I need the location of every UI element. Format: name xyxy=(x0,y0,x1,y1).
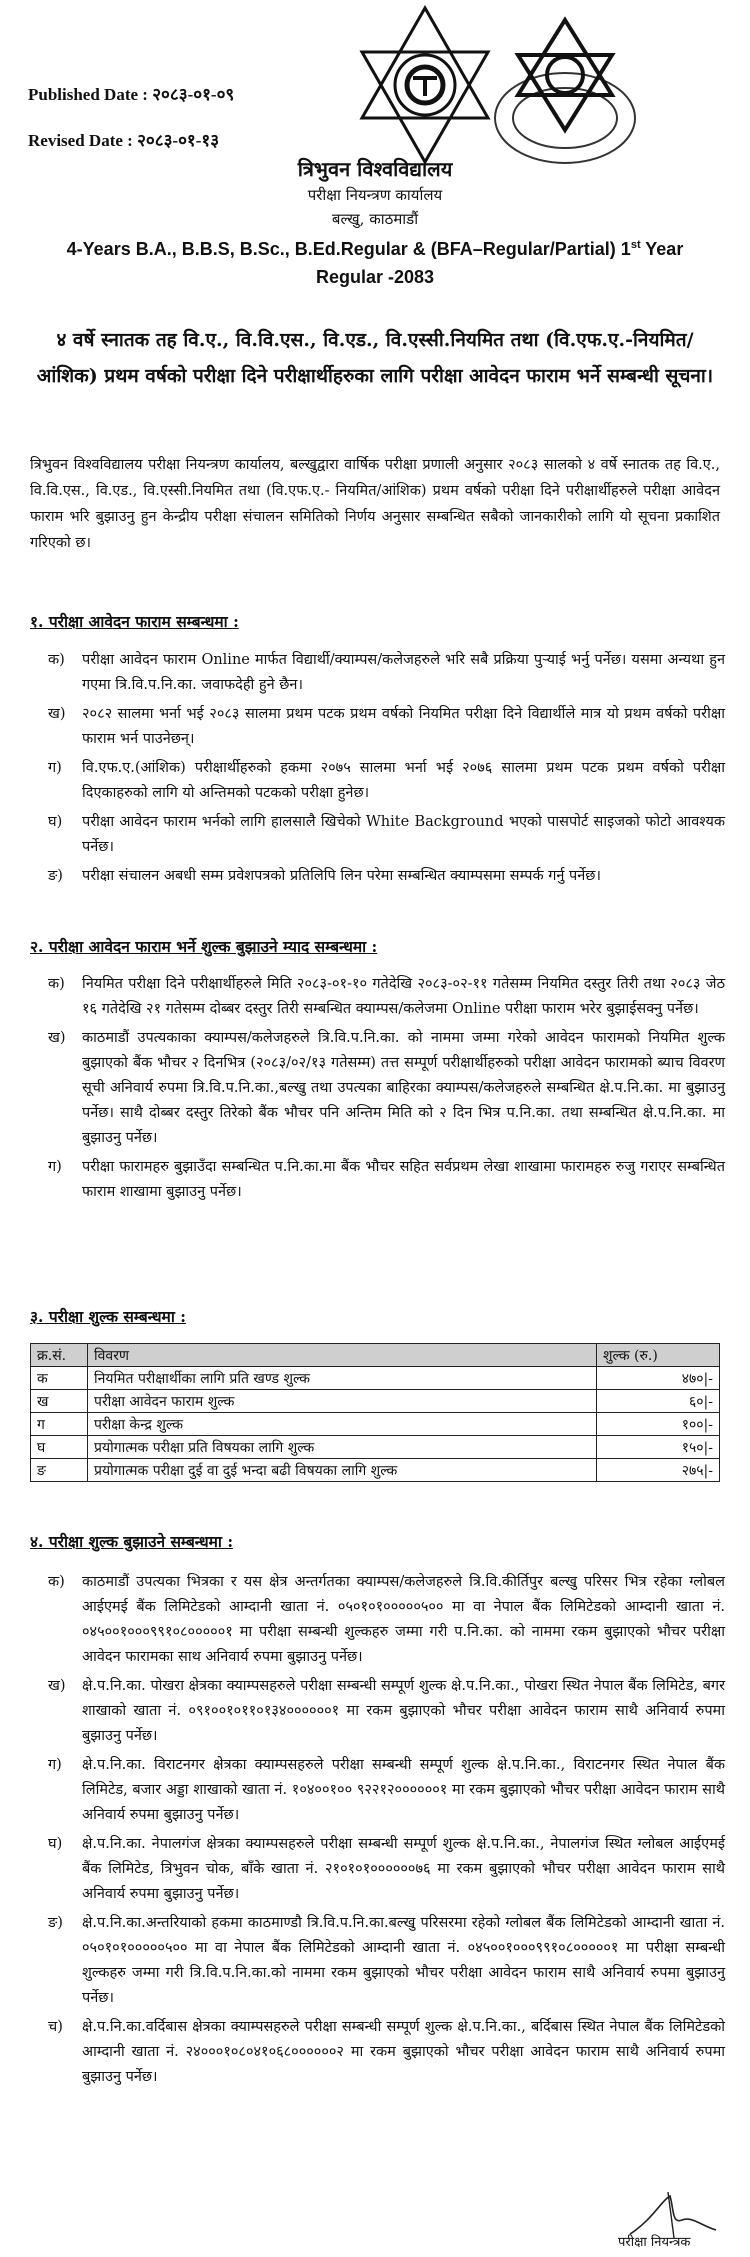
table-row: घ प्रयोगात्मक परीक्षा प्रति विषयका लागि शुल्क १५०|- xyxy=(31,1436,720,1459)
section-1-title: १. परीक्षा आवेदन फाराम सम्बन्धमा : xyxy=(30,612,239,631)
section-2-list xyxy=(30,972,725,1209)
section-3-title: ३. परीक्षा शुल्क सम्बन्धमा : xyxy=(30,1307,186,1326)
col-description: विवरण xyxy=(88,1344,597,1367)
col-serial: क्र.सं. xyxy=(31,1344,88,1367)
exam-year: Regular -2083 xyxy=(315,267,435,287)
list-item: क) नियमित परीक्षा दिने परीक्षार्थीहरुले मिति २०८३-०१-१० गतेदेखि २०८३-०२-११ गतेसम्म नियमित दस्तुर तिरी तथा २०८३ जेठ १६ गतेदेखि २१ गतेसम्म दोब्बर दस्तुर तिरी सम्बन्धित क्याम्पस/कलेजमा Online परीक्षा फाराम भरेर बुझाईसक्नु पर्नेछ। xyxy=(48,976,725,1017)
university-name: त्रिभुवन विश्वविद्यालय xyxy=(297,157,453,181)
list-item: ङ) क्षे.प.नि.का.अन्तरियाको हकमा काठमाण्डौ त्रि.वि.प.नि.का.बल्खु परिसरमा रहेको ग्लोबल बैंक लिमिटेडको आम्दानी खाता नं. ०५०१०१०००००५०० मा वा नेपाल बैंक लिमिटेडको आम्दानी खाता नं. ०४५००१०००९९१०८०००००१ मा परीक्षा सम्बन्धी शुल्कहरु जम्मा गरी त्रि.वि.प.नि.का.को नाममा रकम बुझाएको भौचर परीक्षा आवेदन फाराम साथै अनिवार्य रुपमा बुझाउनु पर्नेछ। xyxy=(48,1915,725,2006)
office-location: बल्खु, काठमाडौं xyxy=(331,210,419,228)
section-4-list xyxy=(30,1570,725,2094)
list-item: ख) क्षे.प.नि.का. पोखरा क्षेत्रका क्याम्पसहरुले परीक्षा सम्बन्धी सम्पूर्ण शुल्क क्षे.प.नि.का., पोखरा स्थित नेपाल बैंक लिमिटेड, बगर शाखाको खाता नं. ०९१००१०११०१३४००००००१ मा रकम बुझाएको भौचर परीक्षा आवेदन फाराम साथै अनिवार्य रुपमा बुझाउनु पर्नेछ। xyxy=(48,1678,725,1744)
section-1-list xyxy=(30,648,725,893)
notice-heading: ४ वर्षे स्नातक तह वि.ए., वि.वि.एस., वि.एड., वि.एस्सी.नियमित तथा (वि.एफ.ए.-नियमित/आंशिक) प्रथम वर्षको परीक्षा दिने परीक्षार्थीहरुका लागि परीक्षा आवेदन फाराम भर्ने सम्बन्धी सूचना। xyxy=(36,329,714,387)
published-date-value: २०८३-०१-०९ xyxy=(152,85,235,104)
list-item: घ) परीक्षा आवेदन फाराम भर्नको लागि हालसालै खिचेको White Background भएको पासपोर्ट साइजको फोटो आवश्यक पर्नेछ। xyxy=(48,814,725,855)
list-item: ग) परीक्षा फारामहरु बुझाउँदा सम्बन्धित प.नि.का.मा बैंक भौचर सहित सर्वप्रथम लेखा शाखामा फारामहरु रुजु गराएर सम्बन्धित फाराम शाखामा बुझाउनु पर्नेछ। xyxy=(48,1159,725,1200)
list-item: घ) क्षे.प.नि.का. नेपालगंज क्षेत्रका क्याम्पसहरुले परीक्षा सम्बन्धी सम्पूर्ण शुल्क क्षे.प.नि.का., नेपालगंज स्थित ग्लोबल आईएमई बैंक लिमिटेड, त्रिभुवन चोक, बाँके खाता नं. २१०१०१००००००७६ मा रकम बुझाएको भौचर परीक्षा आवेदन फाराम साथै अनिवार्य रुपमा बुझाउनु पर्नेछ। xyxy=(48,1836,725,1902)
office-name: परीक्षा नियन्त्रण कार्यालय xyxy=(307,186,443,204)
notice-header xyxy=(0,155,750,291)
date-block xyxy=(28,72,234,164)
col-fee: शुल्क (रु.) xyxy=(597,1344,720,1367)
program-line: 4-Years B.A., B.B.S, B.Sc., B.Ed.Regular & (BFA–Regular/Partial) 1st Year xyxy=(66,239,684,259)
list-item: ग) क्षे.प.नि.का. विराटनगर क्षेत्रका क्याम्पसहरुले परीक्षा सम्बन्धी सम्पूर्ण शुल्क क्षे.प.नि.का., विराटनगर स्थित नेपाल बैंक लिमिटेड, बजार अड्डा शाखाको खाता नं. १०४००१०० ९२२१२००००००१ मा रकम बुझाएको भौचर परीक्षा आवेदन फाराम साथै अनिवार्य रुपमा बुझाउनु पर्नेछ। xyxy=(48,1757,725,1823)
published-date xyxy=(28,72,234,118)
revised-date-label: Revised Date : xyxy=(28,131,133,150)
published-date-label: Published Date : xyxy=(28,85,148,104)
list-item: च) क्षे.प.नि.का.वर्दिबास क्षेत्रका क्याम्पसहरुले परीक्षा सम्बन्धी सम्पूर्ण शुल्क क्षे.प.नि.का., बर्दिबास स्थित नेपाल बैंक लिमिटेडको आम्दानी खाता नं. २४०००१०८०४१०६८००००००२ मा रकम बुझाएको भौचर परीक्षा आवेदन फाराम साथै अनिवार्य रुपमा बुझाउनु पर्नेछ। xyxy=(48,2019,725,2085)
table-header-row xyxy=(31,1344,720,1367)
list-item: ख) २०८२ सालमा भर्ना भई २०८३ सालमा प्रथम पटक प्रथम वर्षको नियमित परीक्षा दिने विद्यार्थीले मात्र यो प्रथम वर्षको परीक्षा फाराम भर्न पाउनेछन्। xyxy=(48,706,725,747)
office-stamp-icon xyxy=(495,20,635,163)
table-row: ख परीक्षा आवेदन फाराम शुल्क ६०|- xyxy=(31,1390,720,1413)
list-item: क) काठमाडौं उपत्यका भित्रका र यस क्षेत्र अन्तर्गतका क्याम्पस/कलेजहरुले त्रि.वि.कीर्तिपुर बल्खु परिसर भित्र रहेका ग्लोबल आईएमई बैंक लिमिटेडको आम्दानी खाता नं. ०५०१०१०००००५०० मा वा नेपाल बैंक लिमिटेडको आम्दानी खाता नं. ०४५००१०००९९१०८०००००१ मा परीक्षा सम्बन्धी शुल्कहरु जम्मा गरी प.नि.का. को नाममा रकम बुझाएको भौचर परीक्षा आवेदन फारामका साथ अनिवार्य रुपमा बुझाउनु पर्नेछ। xyxy=(48,1574,725,1665)
list-item: ग) वि.एफ.ए.(आंशिक) परीक्षार्थीहरुको हकमा २०७५ सालमा भर्ना भई २०७६ सालमा प्रथम पटक प्रथम वर्षको परीक्षा दिएकाहरुको लागि यो अन्तिमको पटकको परीक्षा हुनेछ। xyxy=(48,760,725,801)
tu-seal-icon xyxy=(362,8,488,162)
list-item: ङ) परीक्षा संचालन अबधी सम्म प्रवेशपत्रको प्रतिलिपि लिन परेमा सम्बन्धित क्याम्पसमा सम्पर्क गर्नु पर्नेछ। xyxy=(48,868,601,884)
table-row: ग परीक्षा केन्द्र शुल्क १००|- xyxy=(31,1413,720,1436)
table-row: क नियमित परीक्षार्थीका लागि प्रति खण्ड शुल्क ४७०|- xyxy=(31,1367,720,1390)
section-4-title: ४. परीक्षा शुल्क बुझाउने सम्बन्धमा : xyxy=(30,1532,234,1551)
list-item: क) परीक्षा आवेदन फाराम Online मार्फत विद्यार्थी/क्याम्पस/कलेजहरुले भरि सबै प्रक्रिया पुऱ्याई भर्नु पर्नेछ। यसमा अन्यथा हुन गएमा त्रि.वि.प.नि.का. जवाफदेही हुने छैन। xyxy=(48,652,725,693)
controller-signature-label: परीक्षा नियन्त्रक xyxy=(618,2235,691,2250)
table-row: ङ प्रयोगात्मक परीक्षा दुई वा दुई भन्दा बढी विषयका लागि शुल्क २७५|- xyxy=(31,1459,720,1482)
revised-date-value: २०८३-०१-१३ xyxy=(137,131,220,150)
intro-paragraph: त्रिभुवन विश्वविद्यालय परीक्षा नियन्त्रण कार्यालय, बल्खुद्वारा वार्षिक परीक्षा प्रणाली अनुसार २०८३ सालको ४ वर्षे स्नातक तह वि.ए., वि.वि.एस., वि.एड., वि.एस्सी.नियमित तथा (वि.एफ.ए.- नियमित/आंशिक) प्रथम वर्षको परीक्षा दिने परीक्षार्थीहरुले परीक्षा आवेदन फाराम भरि बुझाउनु हुन केन्द्रीय परीक्षा संचालन समितिको निर्णय अनुसार सम्बन्धित सबैको जानकारीको लागि यो सूचना प्रकाशित गरिएको छ। xyxy=(30,457,720,551)
fee-table xyxy=(30,1343,720,1482)
list-item: ख) काठमाडौं उपत्यकाका क्याम्पस/कलेजहरुले त्रि.वि.प.नि.का. को नाममा जम्मा गरेको आवेदन फारामको नियमित शुल्क बुझाएको बैंक भौचर २ दिनभित्र (२०८३/०२/१३ गतेसम्म) तत्त सम्पूर्ण परीक्षार्थीहरुको परीक्षा आवेदन फारामको ब्याच विवरण सूची अनिवार्य रुपमा त्रि.वि.प.नि.का.,बल्खु तथा उपत्यका बाहिरका क्याम्पस/कलेजहरुले सम्बन्धित क्षे.प.नि.का. मा बुझाउनु पर्नेछ। साथै दोब्बर दस्तुर तिरेको बैंक भौचर पनि अन्तिम मिति को २ दिन भित्र प.नि.का. तथा सम्बन्धित क्षे.प.नि.का. मा बुझाउनु पर्नेछ। xyxy=(48,1030,725,1146)
university-seal-logo xyxy=(350,0,650,175)
section-2-title: २. परीक्षा आवेदन फाराम भर्ने शुल्क बुझाउने म्याद सम्बन्धमा : xyxy=(30,937,378,956)
